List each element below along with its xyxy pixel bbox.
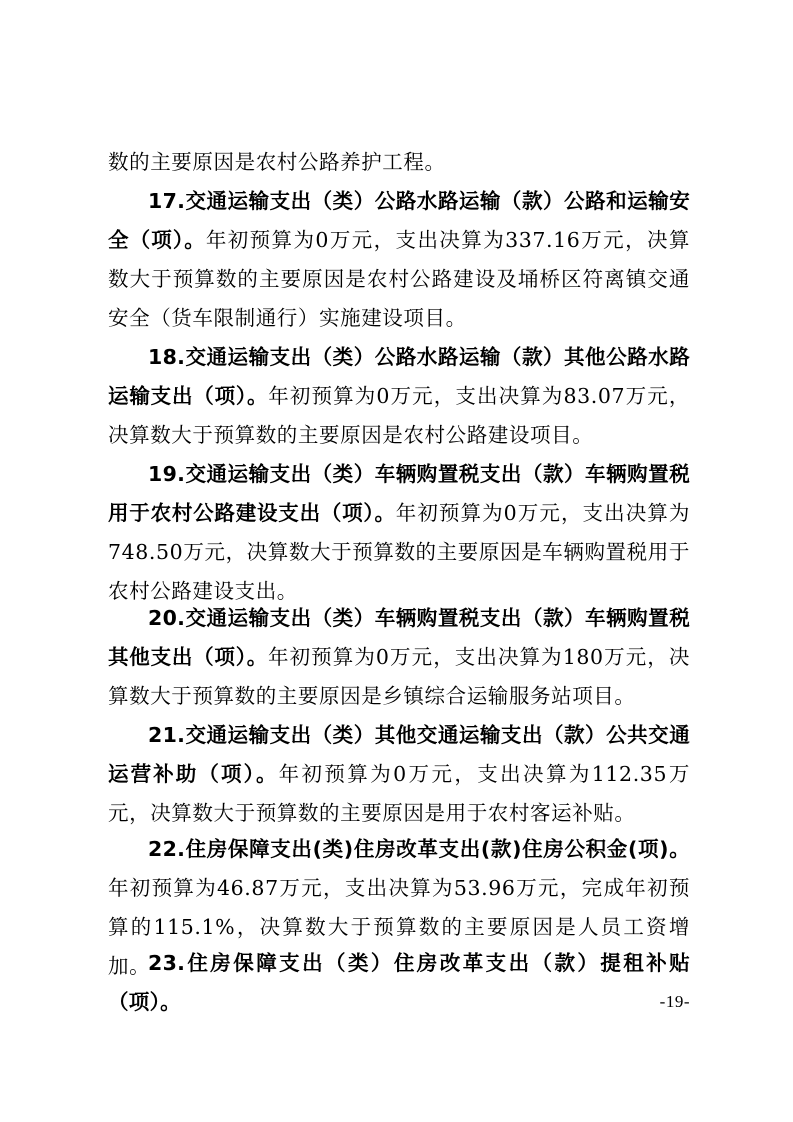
item-20-heading: 20.交通运输支出（类）车辆购置税支出（款）车辆购置税其他支出（项）。 (108, 606, 690, 669)
item-17-paragraph (108, 182, 690, 338)
item-20-body: 年初预算为0万元，支出决算为180万元，决算数大于预算数的主要原因是乡镇综合运输服务站项目。 (108, 645, 690, 708)
item-19-paragraph (108, 455, 690, 611)
item-17-heading: 17.交通运输支出（类）公路水路运输（款）公路和运输安全（项）。 (108, 189, 690, 252)
item-23-paragraph (108, 944, 690, 1022)
item-18-paragraph (108, 338, 690, 455)
item-22-heading: 22.住房保障支出(类)住房改革支出(款)住房公积金(项)。 (148, 837, 690, 861)
item-17-body: 年初预算为0万元，支出决算为337.16万元，决算数大于预算数的主要原因是农村公路建设及埇桥区符离镇交通安全（货车限制通行）实施建设项目。 (108, 228, 690, 330)
item-18-heading: 18.交通运输支出（类）公路水路运输（款）其他公路水路运输支出（项）。 (108, 345, 690, 408)
item-19-body: 年初预算为0万元，支出决算为748.50万元，决算数大于预算数的主要原因是车辆购置税用于农村公路建设支出。 (108, 501, 690, 603)
continuation-paragraph (108, 143, 690, 182)
item-21-body: 年初预算为0万元，支出决算为112.35万元，决算数大于预算数的主要原因是用于农村客运补贴。 (108, 762, 690, 825)
item-19-heading: 19.交通运输支出（类）车辆购置税支出（款）车辆购置税用于农村公路建设支出（项）。 (108, 462, 690, 525)
item-20-paragraph (108, 599, 690, 716)
item-21-paragraph (108, 716, 690, 833)
continuation-text: 数的主要原因是农村公路养护工程。 (108, 150, 446, 174)
item-18-body: 年初预算为0万元，支出决算为83.07万元，决算数大于预算数的主要原因是农村公路建设项目。 (108, 384, 690, 447)
item-23-heading: 23.住房保障支出（类）住房改革支出（款）提租补贴（项）。 (108, 951, 690, 1014)
item-21-heading: 21.交通运输支出（类）其他交通运输支出（款）公共交通运营补助（项）。 (108, 723, 690, 786)
page-number: -19- (659, 992, 690, 1011)
item-22-body: 年初预算为46.87万元，支出决算为53.96万元，完成年初预算的115.1%，决算数大于预算数的主要原因是人员工资增加。 (108, 876, 690, 978)
